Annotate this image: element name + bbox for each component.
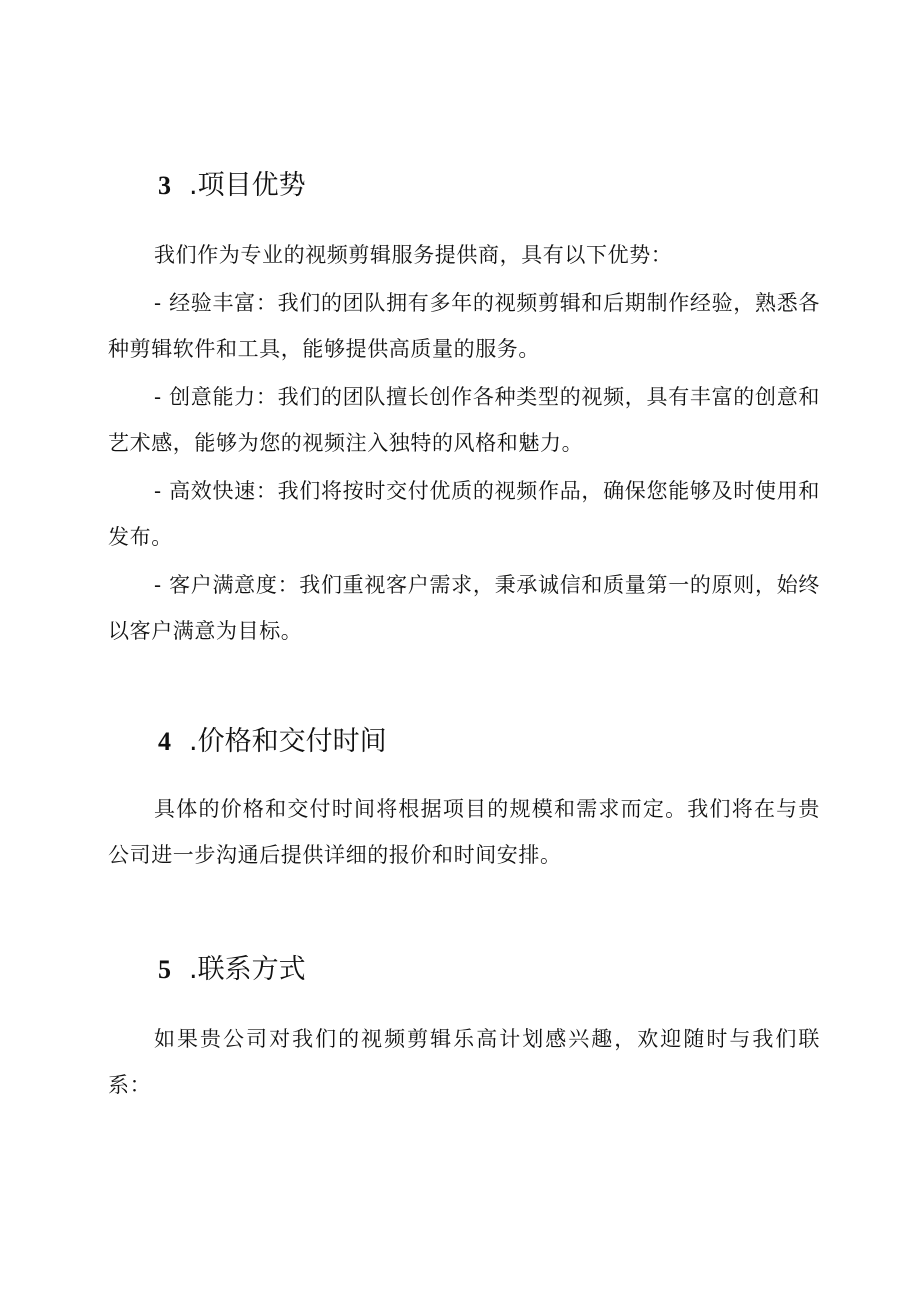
paragraph-creativity: - 创意能力：我们的团队擅长创作各种类型的视频，具有丰富的创意和艺术感，能够为您的视频注入独特的风格和魅力。 — [108, 385, 820, 455]
paragraph-intro: 我们作为专业的视频剪辑服务提供商，具有以下优势： — [154, 243, 673, 267]
paragraph-pricing: 具体的价格和交付时间将根据项目的规模和需求而定。我们将在与贵公司进一步沟通后提供详细的报价和时间安排。 — [108, 797, 820, 867]
paragraph-efficiency: - 高效快速：我们将按时交付优质的视频作品，确保您能够及时使用和发布。 — [108, 479, 820, 549]
section-number: 5 — [158, 955, 171, 984]
section-body-advantages — [108, 232, 820, 654]
section-heading-pricing — [158, 716, 820, 768]
section-title: .项目优势 — [189, 170, 306, 201]
section-heading-contact — [158, 944, 820, 996]
section-number: 4 — [158, 727, 171, 756]
paragraph-experience: - 经验丰富：我们的团队拥有多年的视频剪辑和后期制作经验，熟悉各种剪辑软件和工具，能够提供高质量的服务。 — [108, 291, 820, 361]
section-body-contact — [108, 1016, 820, 1108]
section-number: 3 — [158, 171, 171, 200]
document-content — [108, 160, 820, 1108]
section-body-pricing — [108, 786, 820, 878]
paragraph-satisfaction: - 客户满意度：我们重视客户需求，秉承诚信和质量第一的原则，始终以客户满意为目标。 — [108, 573, 820, 643]
section-title: .联系方式 — [189, 954, 306, 985]
paragraph-contact: 如果贵公司对我们的视频剪辑乐高计划感兴趣，欢迎随时与我们联系： — [108, 1027, 820, 1097]
section-heading-advantages — [158, 160, 820, 212]
section-title: .价格和交付时间 — [189, 726, 387, 757]
